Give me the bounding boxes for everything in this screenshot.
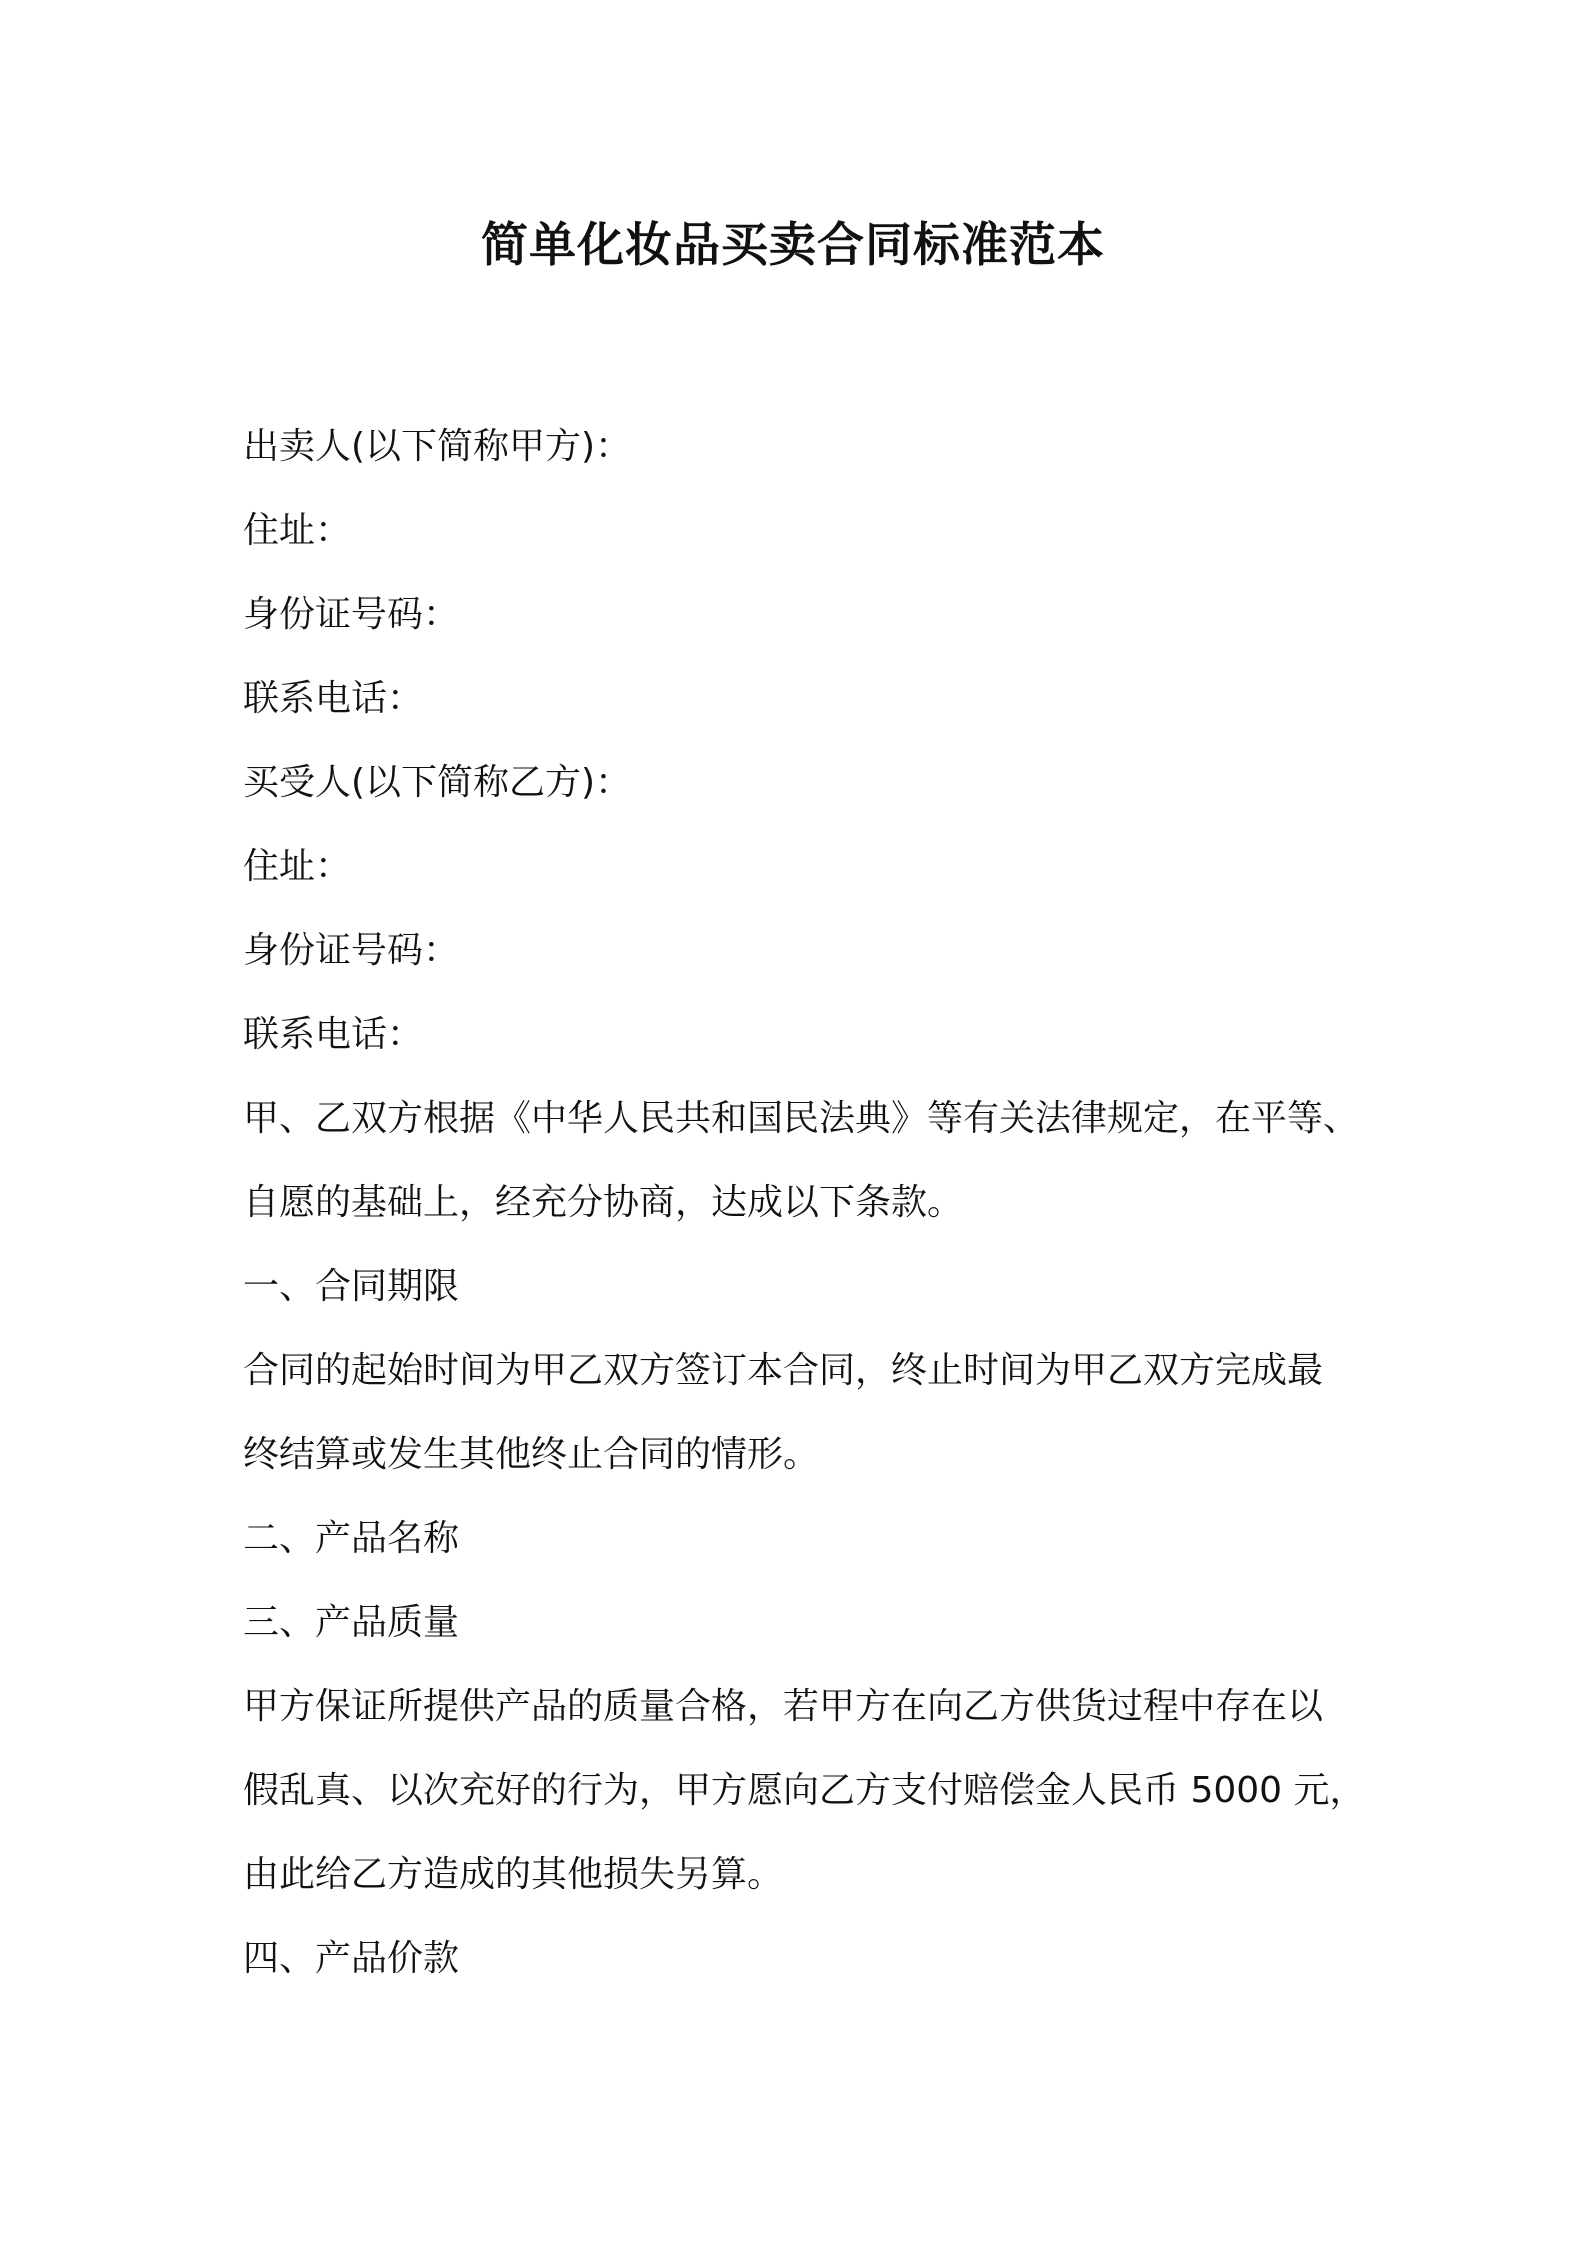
section-heading-term: 一、合同期限 <box>243 1266 460 1307</box>
quality-paragraph-line-3: 由此给乙方造成的其他损失另算。 <box>243 1854 784 1895</box>
quality-paragraph-line-1: 甲方保证所提供产品的质量合格，若甲方在向乙方供货过程中存在以 <box>243 1686 1324 1727</box>
preamble-line-1: 甲、乙双方根据《中华人民共和国民法典》等有关法律规定，在平等、 <box>243 1098 1360 1139</box>
document-body <box>243 405 1366 2001</box>
section-heading-product-quality: 三、产品质量 <box>243 1602 460 1643</box>
section-heading-product-name: 二、产品名称 <box>243 1518 460 1559</box>
term-paragraph-line-2: 终结算或发生其他终止合同的情形。 <box>243 1434 820 1475</box>
term-paragraph-line-1: 合同的起始时间为甲乙双方签订本合同，终止时间为甲乙双方完成最 <box>243 1350 1324 1391</box>
seller-id-label: 身份证号码： <box>243 594 460 635</box>
buyer-label: 买受人(以下简称乙方)： <box>243 762 632 803</box>
document-title: 简单化妆品买卖合同标准范本 <box>481 218 1105 273</box>
seller-label: 出卖人(以下简称甲方)： <box>243 426 632 467</box>
seller-address-label: 住址： <box>243 510 352 551</box>
preamble-line-2: 自愿的基础上，经充分协商，达成以下条款。 <box>243 1182 964 1223</box>
section-heading-product-price: 四、产品价款 <box>243 1938 460 1979</box>
seller-phone-label: 联系电话： <box>243 678 424 719</box>
buyer-phone-label: 联系电话： <box>243 1014 424 1055</box>
buyer-address-label: 住址： <box>243 846 352 887</box>
quality-paragraph-line-2: 假乱真、以次充好的行为，甲方愿向乙方支付赔偿金人民币 5000 元， <box>243 1770 1366 1811</box>
buyer-id-label: 身份证号码： <box>243 930 460 971</box>
